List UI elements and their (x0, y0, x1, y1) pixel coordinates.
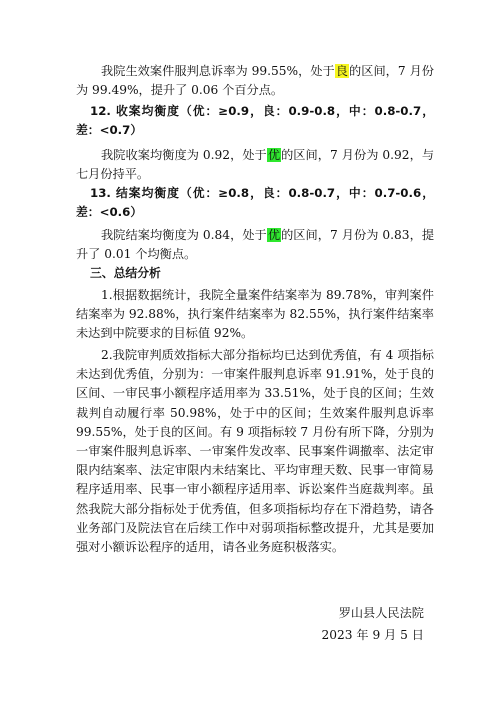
highlight-rating: 优 (267, 148, 281, 162)
text-post: 的区间，7 月份为 0.92，与七月份持平。 (76, 148, 435, 182)
text-pre: 我院生效案件服判息诉率为 99.55%，处于 (101, 64, 335, 78)
signature-org: 罗山县人民法院 (338, 606, 424, 620)
text-post: 的区间，7 月份为 99.49%，提升了 0.06 个百分点。 (76, 64, 434, 98)
heading-12: 12. 收案均衡度（优：≥0.9，良：0.9-0.8，中：0.8-0.7，差：<0.7） (76, 104, 434, 138)
section-heading-summary (76, 264, 434, 283)
heading-13: 13. 结案均衡度（优：≥0.8，良：0.8-0.7，中：0.7-0.6，差：<0.6） (76, 186, 434, 220)
paragraph-closing-balance (76, 226, 434, 264)
highlight-rating: 良 (335, 64, 349, 78)
text-pre: 我院结案均衡度为 0.84，处于 (101, 228, 267, 242)
highlight-rating: 优 (267, 228, 281, 242)
summary-point-2 (76, 346, 434, 557)
text-post: 的区间，7 月份为 0.83，提升了 0.01 个均衡点。 (76, 228, 435, 262)
text-pre: 我院收案均衡度为 0.92，处于 (101, 148, 267, 162)
heading-closing-balance (76, 184, 434, 222)
heading-intake-balance (76, 102, 434, 140)
summary-point-1 (76, 286, 434, 344)
heading-summary: 三、总结分析 (90, 266, 161, 280)
paragraph-service-rate (76, 62, 434, 100)
signature-date: 2023 年 9 月 5 日 (321, 628, 424, 642)
summary-text-2: 2.我院审判质效指标大部分指标均已达到优秀值，有 4 项指标未达到优秀值，分别为：一审案件服判息诉率 91.91%，处于良的区间、一审民事小额程序适用率为 33.51%，处于良的区间；生效裁判自动履行率 50.98%，处于中的区间；生效案件服判息诉率 99.55%，处于良的区间。有 9 项指标较 7 月份有所下降，分别为一审案件服判息诉率、一审案件发改率、民事案件调撤率、法定审限内结案率、法定审限内未结案比、平均审理天数、民事一审简易程序适用率、民事一审小额程序适用率、诉讼案件当庭裁判率。虽然我院大部分指标处于优秀值，但多项指标均存在下滑趋势，请各业务部门及院法官在后续工作中对弱项指标整改提升，尤其是要加强对小额诉讼程序的适用，请各业务庭积极落实。 (76, 348, 434, 555)
summary-text-1: 1.根据数据统计，我院全量案件结案率为 89.78%，审判案件结案率为 92.88%，执行案件结案率为 82.55%，执行案件结案率未达到中院要求的目标值 92%。 (76, 288, 434, 341)
paragraph-intake-balance (76, 146, 434, 184)
